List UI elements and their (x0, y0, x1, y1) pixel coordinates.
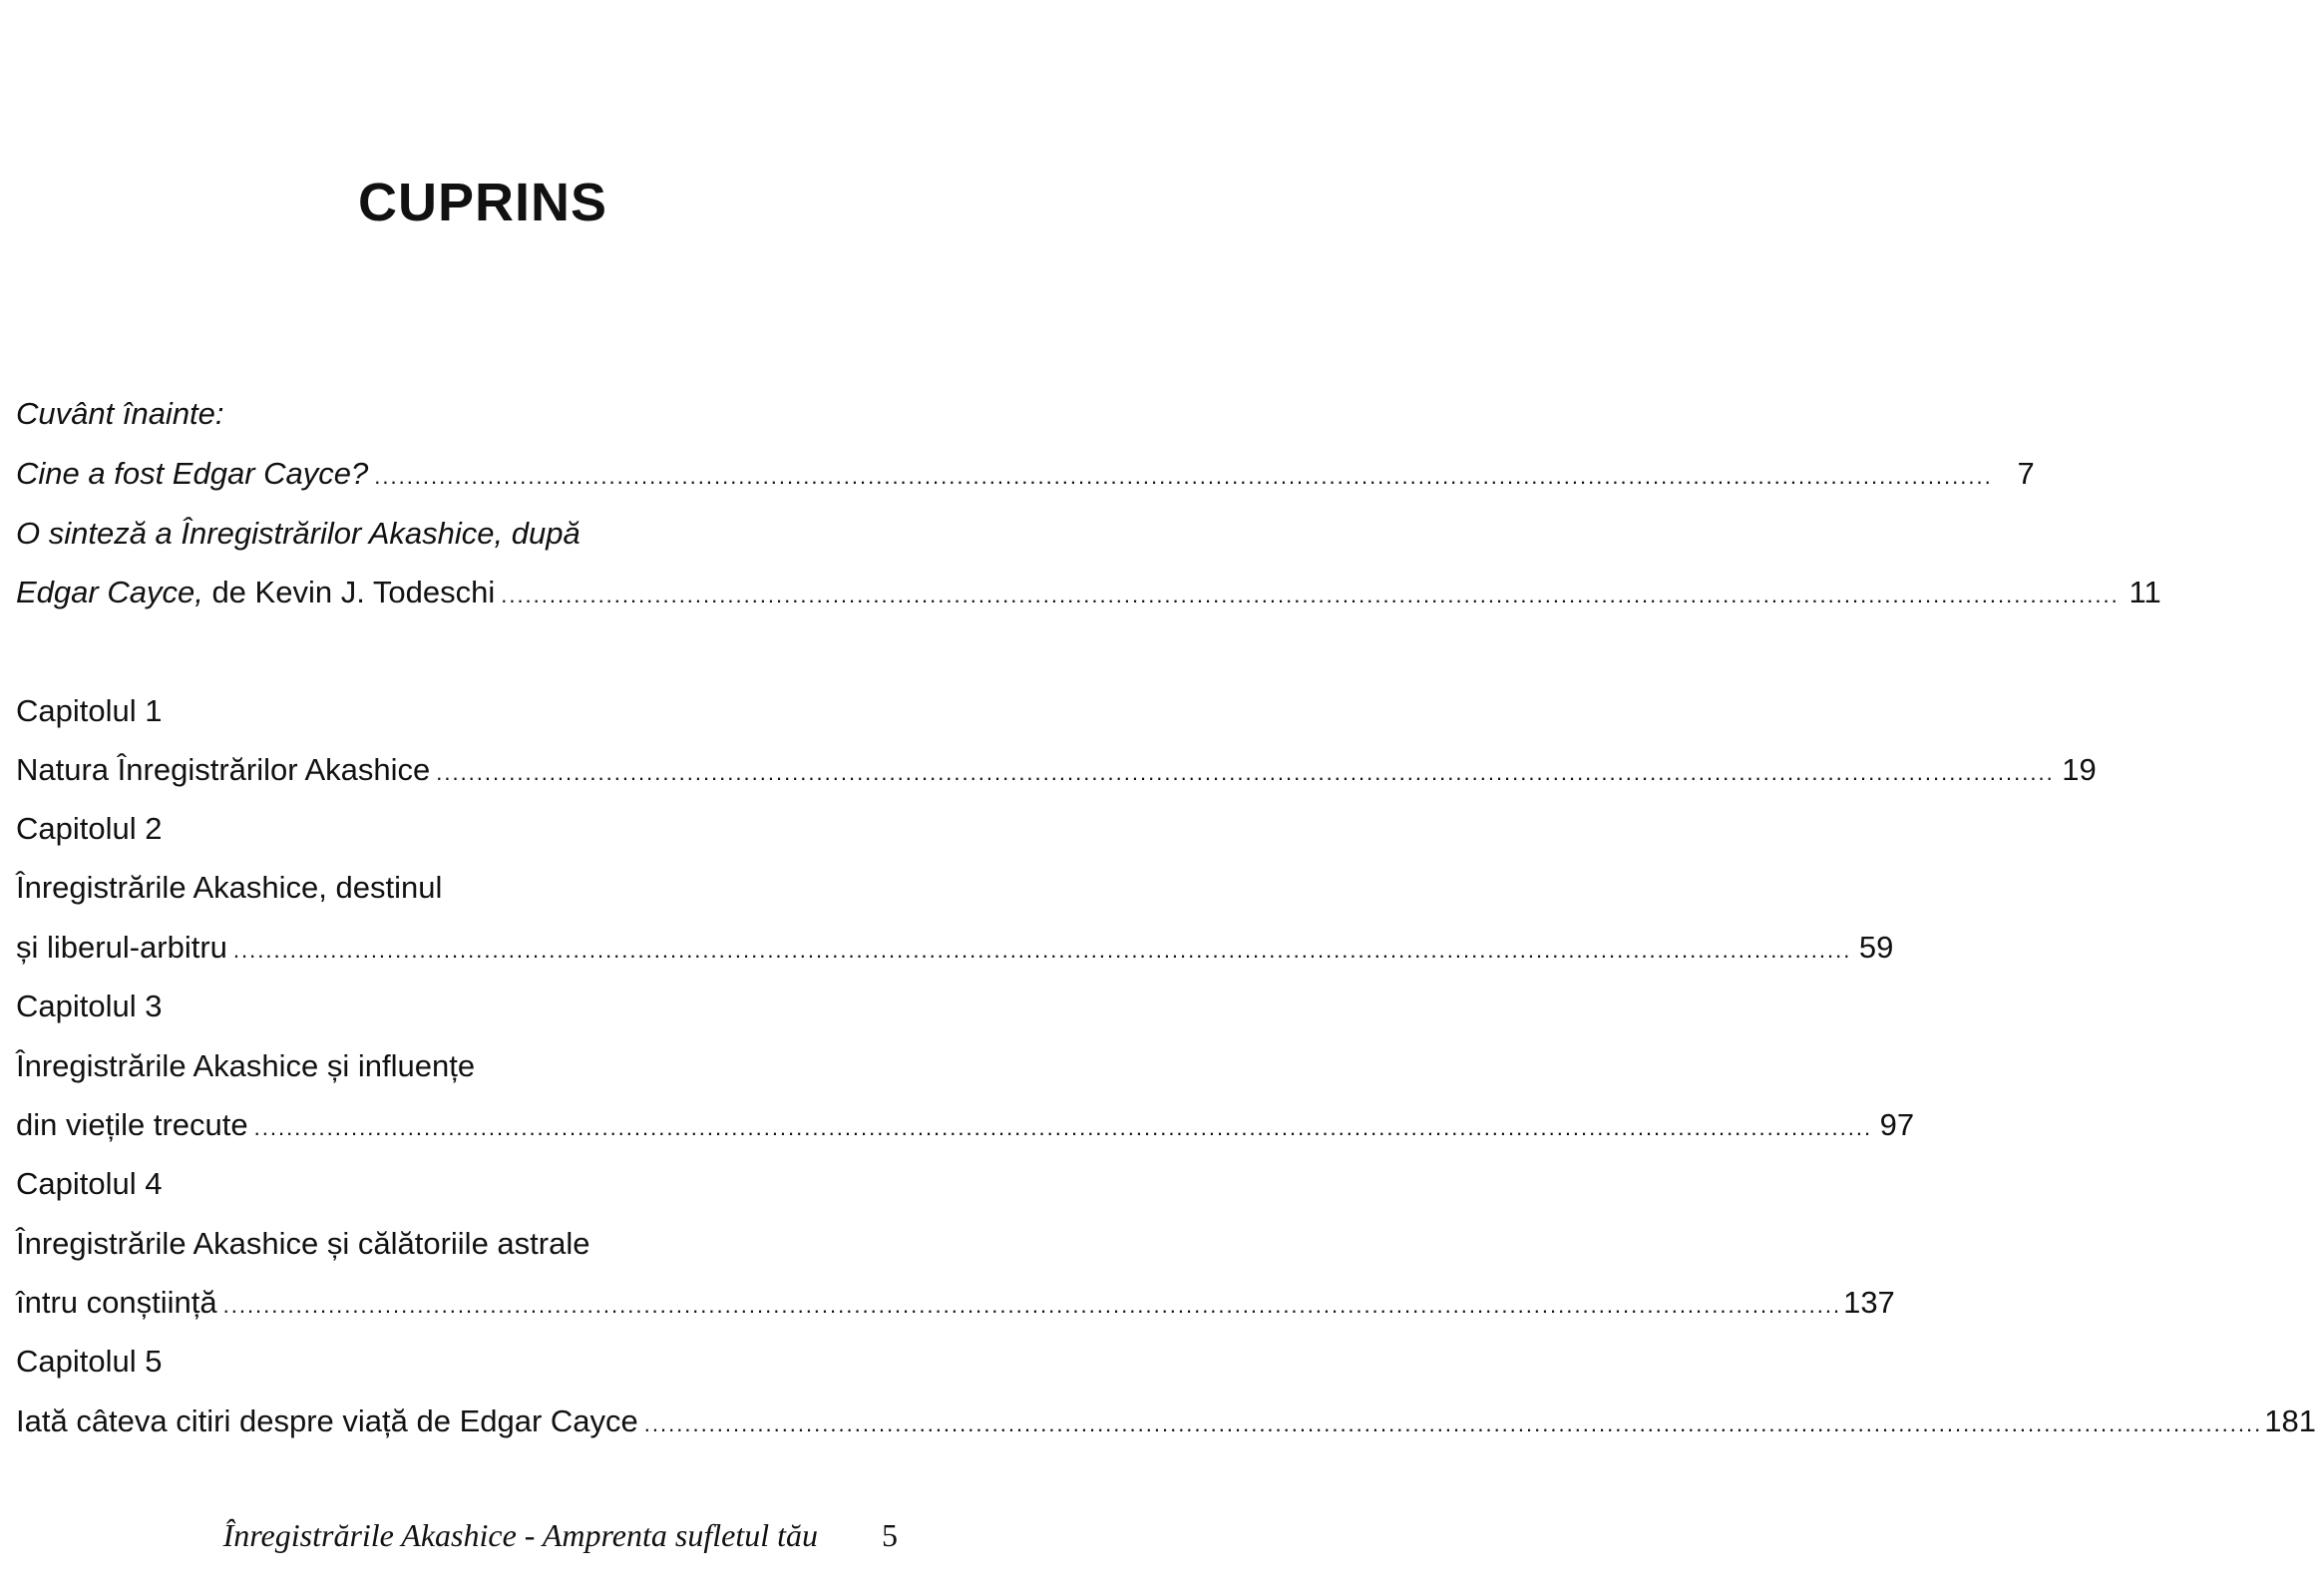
footer-page-number: 5 (882, 1517, 898, 1553)
toc-entry-chapter-2-line1[interactable]: Înregistrările Akashice, destinul (16, 870, 443, 905)
toc-entry-text: și liberul-arbitru (16, 930, 227, 965)
leader-dots: ........................................................................................................................................................................................................ (222, 1293, 1842, 1318)
toc-entry-chapter-1[interactable] (16, 747, 2097, 793)
toc-entry-text: din viețile trecute (16, 1107, 248, 1142)
leader-dots: ........................................................................................................................................................................................................ (436, 760, 2055, 785)
toc-entry-text: Natura Înregistrărilor Akashice (16, 752, 431, 787)
toc-entry-foreword-2[interactable] (16, 570, 2161, 615)
chapter-label: Capitolul 1 (16, 693, 163, 728)
toc-page-number: 7 (2017, 456, 2035, 491)
toc-entry-chapter-4[interactable] (16, 1280, 1895, 1326)
foreword-heading: Cuvânt înainte: (16, 396, 224, 431)
toc-entry-chapter-5[interactable] (16, 1398, 2316, 1444)
toc-page-number: 19 (2062, 752, 2097, 787)
chapter-label: Capitolul 4 (16, 1166, 163, 1201)
toc-page-number: 59 (1858, 930, 1894, 965)
toc-entry-text: Iată câteva citiri despre viață de Edgar Cayce (16, 1403, 638, 1438)
leader-dots: ........................................................................................................................................................................................................ (232, 938, 1852, 963)
chapter-label: Capitolul 5 (16, 1344, 163, 1379)
leader-dots: ........................................................................................................................................................................................................ (253, 1115, 1873, 1140)
toc-entry-text: Cine a fost Edgar Cayce? (16, 456, 369, 491)
toc-entry-chapter-4-line1[interactable]: Înregistrările Akashice și călătoriile astrale (16, 1226, 590, 1261)
toc-entry-foreword-1[interactable] (16, 451, 2035, 497)
toc-entry-foreword-2-line1[interactable]: O sinteză a Înregistrărilor Akashice, după (16, 516, 580, 551)
toc-page-number: 97 (1879, 1107, 1915, 1142)
leader-dots: ........................................................................................................................................................................................................ (374, 464, 1993, 489)
running-footer (0, 1512, 966, 1558)
page-title: CUPRINS (357, 173, 608, 232)
toc-entry-chapter-2[interactable] (16, 925, 1894, 971)
toc-entry-text: Edgar Cayce, de Kevin J. Todeschi (16, 575, 496, 609)
chapter-label: Capitolul 2 (16, 811, 163, 846)
chapter-label: Capitolul 3 (16, 989, 163, 1023)
toc-entry-text: întru conștiință (16, 1285, 217, 1320)
toc-page-number: 11 (2128, 575, 2161, 609)
footer-book-title: Înregistrările Akashice - Amprenta sufletul tău (222, 1517, 818, 1553)
toc-entry-chapter-3-line1[interactable]: Înregistrările Akashice și influențe (16, 1048, 476, 1083)
toc-page-number: 137 (1843, 1285, 1895, 1320)
toc-entry-chapter-3[interactable] (16, 1102, 1915, 1148)
leader-dots: ........................................................................................................................................................................................................ (643, 1411, 2263, 1436)
toc-page-number: 181 (2264, 1403, 2316, 1438)
leader-dots: ........................................................................................................................................................................................................ (501, 583, 2120, 607)
